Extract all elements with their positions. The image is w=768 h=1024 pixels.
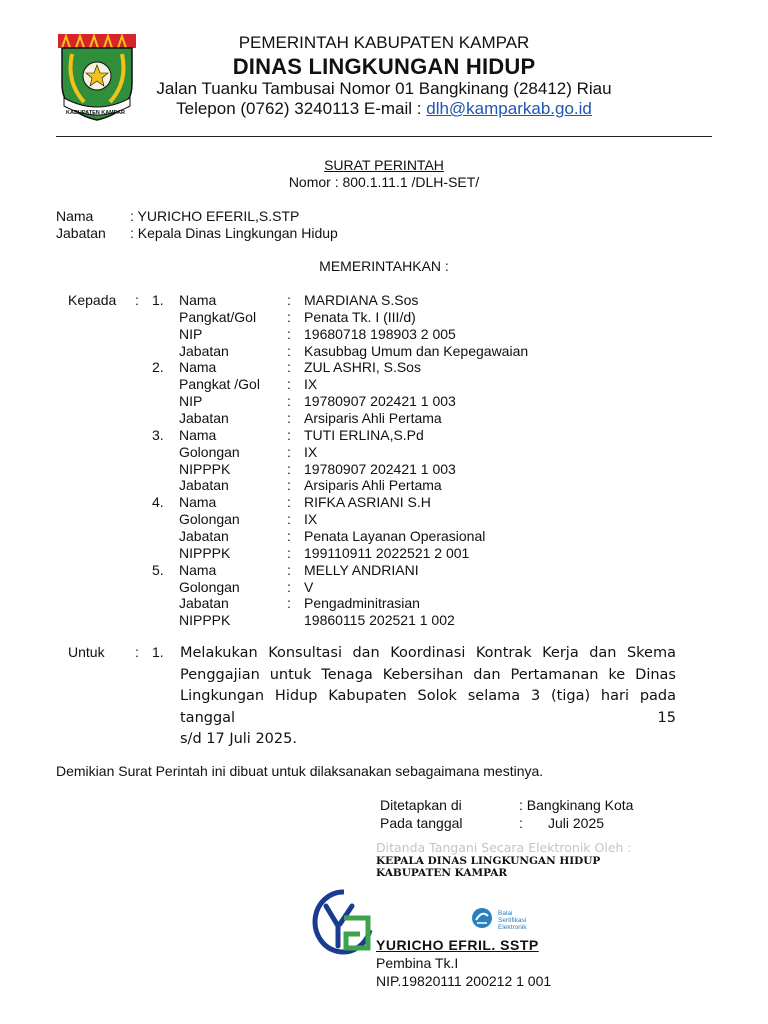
signer-role-line1: KEPALA DINAS LINGKUNGAN HIDUP [376, 855, 601, 867]
recipient-field-label: NIP [179, 325, 203, 342]
issuer-label: Nama [56, 208, 94, 224]
recipients-colon: : [135, 292, 139, 308]
recipient-field-label: Golongan [179, 511, 240, 528]
purpose-colon: : [135, 644, 139, 660]
purpose-line: Melakukan Konsultasi dan Koordinasi Kontrak Kerja dan Skema [180, 645, 676, 661]
recipient-field-value: V [304, 578, 314, 595]
recipient-field-value: Arsiparis Ahli Pertama [304, 410, 442, 426]
recipients-label: Kepada [68, 292, 117, 308]
recipient-field-value: Kasubbag Umum dan Kepegawaian [304, 342, 529, 359]
signer-rank: Pembina Tk.I [376, 955, 459, 971]
recipient-field-colon: : [287, 494, 291, 511]
signer-nip: NIP.19820111 200212 1 001 [376, 973, 552, 989]
bsre-logo-icon [470, 906, 494, 930]
place-value: : Bangkinang Kota [519, 797, 634, 813]
recipient-field-label: NIP [179, 393, 203, 410]
recipient-field-colon: : [287, 393, 291, 410]
recipient-field-colon: : [287, 578, 291, 595]
recipient-field-value: 19680718 198903 2 005 [304, 325, 456, 342]
recipient-field-colon: : [287, 477, 291, 494]
recipient-field-label: Golongan [179, 443, 240, 460]
header-address: Jalan Tuanku Tambusai Nomor 01 Bangkinang (28412) Riau [156, 79, 612, 98]
recipient-field-colon: : [287, 561, 291, 578]
recipient-field-label: NIPPPK [179, 544, 231, 561]
recipient-field-value: 199110911 2022521 2 001 [304, 544, 470, 561]
recipient-field-colon: : [287, 308, 291, 325]
recipient-field-value: RIFKA ASRIANI S.H [304, 494, 431, 511]
recipient-field-colon: : [287, 342, 291, 359]
issuer-label: Jabatan [56, 225, 106, 241]
header-divider [56, 136, 712, 137]
recipient-number: 3. [152, 426, 164, 443]
issuer-value: : Kepala Dinas Lingkungan Hidup [130, 225, 338, 241]
recipient-field-colon: : [287, 376, 291, 393]
recipient-field-value: ZUL ASHRI, S.Sos [304, 359, 421, 376]
recipient-field-label: Jabatan [179, 477, 229, 494]
recipient-field-label: Pangkat /Gol [179, 376, 260, 393]
recipient-field-colon: : [287, 292, 291, 308]
recipient-field-label: Golongan [179, 578, 240, 595]
recipient-field-label: Nama [179, 359, 217, 376]
header-phone: Telepon (0762) 3240113 E-mail : [176, 99, 427, 118]
recipient-field-colon: : [287, 325, 291, 342]
recipient-number: 2. [152, 359, 164, 376]
recipient-field-value: Arsiparis Ahli Pertama [304, 477, 442, 494]
closing-statement: Demikian Surat Perintah ini dibuat untuk dilaksanakan sebagaimana mestinya. [56, 763, 544, 779]
recipient-field-value: 19780907 202421 1 003 [304, 460, 456, 477]
header-government: PEMERINTAH KABUPATEN KAMPAR [238, 33, 530, 52]
e-signature-note: Ditanda Tangani Secara Elektronik Oleh : [376, 840, 632, 855]
date-colon: : [519, 815, 523, 831]
recipient-field-value: 19780907 202421 1 003 [304, 393, 456, 410]
letter-number: Nomor : 800.1.11.1 /DLH-SET/ [288, 174, 480, 190]
purpose-line: Penggajian untuk Tenaga Kebersihan dan Pertamanan ke Dinas [180, 666, 676, 683]
signer-name: YURICHO EFRIL. SSTP [376, 937, 539, 953]
recipient-field-label: Nama [179, 426, 217, 443]
purpose-line: Lingkungan Hidup Kabupaten Solok selama 3 (tiga) hari pada tanggal 15 [180, 688, 676, 726]
recipient-field-value: IX [304, 511, 318, 528]
bsre-text-line: Sertifikasi [498, 917, 527, 924]
purpose-line: s/d 17 Juli 2025. [180, 731, 297, 747]
recipient-field-colon: : [287, 595, 291, 612]
recipient-field-value: MELLY ANDRIANI [304, 561, 419, 578]
recipient-field-colon: : [287, 443, 291, 460]
recipient-number: 4. [152, 494, 164, 511]
bsre-text-line: Elektronik [498, 924, 527, 931]
recipient-field-label: Jabatan [179, 410, 229, 426]
signer-role-line2: KABUPATEN KAMPAR [376, 867, 508, 879]
recipient-number: 5. [152, 561, 164, 578]
recipient-field-label: Nama [179, 494, 217, 511]
letter-title: SURAT PERINTAH [324, 157, 444, 173]
email-link[interactable]: dlh@kamparkab.go.id [426, 99, 592, 118]
recipient-field-label: Nama [179, 561, 217, 578]
logo-caption: KABUPATEN KAMPAR [66, 110, 125, 116]
purpose-paragraph [180, 643, 676, 751]
recipient-field-colon: : [287, 359, 291, 376]
recipient-field-label: Nama [179, 292, 217, 308]
recipient-field-label: Jabatan [179, 595, 229, 612]
recipient-field-label: NIPPPK [179, 460, 231, 477]
recipient-field-value: Penata Tk. I (III/d) [304, 308, 416, 325]
recipient-field-label: NIPPPK [179, 612, 231, 629]
header-contact [130, 99, 638, 119]
recipient-field-label: Jabatan [179, 527, 229, 544]
recipient-field-colon: : [287, 460, 291, 477]
date-value: Juli 2025 [548, 815, 605, 831]
place-label: Ditetapkan di [380, 797, 462, 813]
recipient-field-colon: : [287, 410, 291, 426]
recipient-field-colon: : [287, 511, 291, 528]
recipient-field-value: Pengadminitrasian [304, 595, 420, 612]
recipient-field-colon: : [287, 426, 291, 443]
recipient-field-colon: : [287, 544, 291, 561]
command-heading: MEMERINTAHKAN : [319, 258, 449, 274]
purpose-label: Untuk [68, 644, 105, 660]
recipient-field-colon: : [287, 527, 291, 544]
header-agency: DINAS LINGKUNGAN HIDUP [232, 54, 536, 79]
recipient-field-value: Penata Layanan Operasional [304, 527, 486, 544]
bsre-text-line: Balai [498, 910, 513, 917]
recipient-field-value: IX [304, 443, 318, 460]
recipient-field-value: IX [304, 376, 318, 393]
issuer-value: : YURICHO EFERIL,S.STP [130, 208, 300, 224]
purpose-number: 1. [152, 644, 164, 660]
recipient-field-value: TUTI ERLINA,S.Pd [304, 426, 424, 443]
recipient-number: 1. [152, 292, 164, 308]
ye-emblem-icon [312, 888, 376, 960]
recipient-field-label: Pangkat/Gol [179, 308, 257, 325]
recipient-field-value: MARDIANA S.Sos [304, 292, 419, 308]
date-label: Pada tanggal [380, 815, 463, 831]
recipient-field-label: Jabatan [179, 342, 229, 359]
recipient-field-value: 19860115 202521 1 002 [304, 612, 455, 629]
